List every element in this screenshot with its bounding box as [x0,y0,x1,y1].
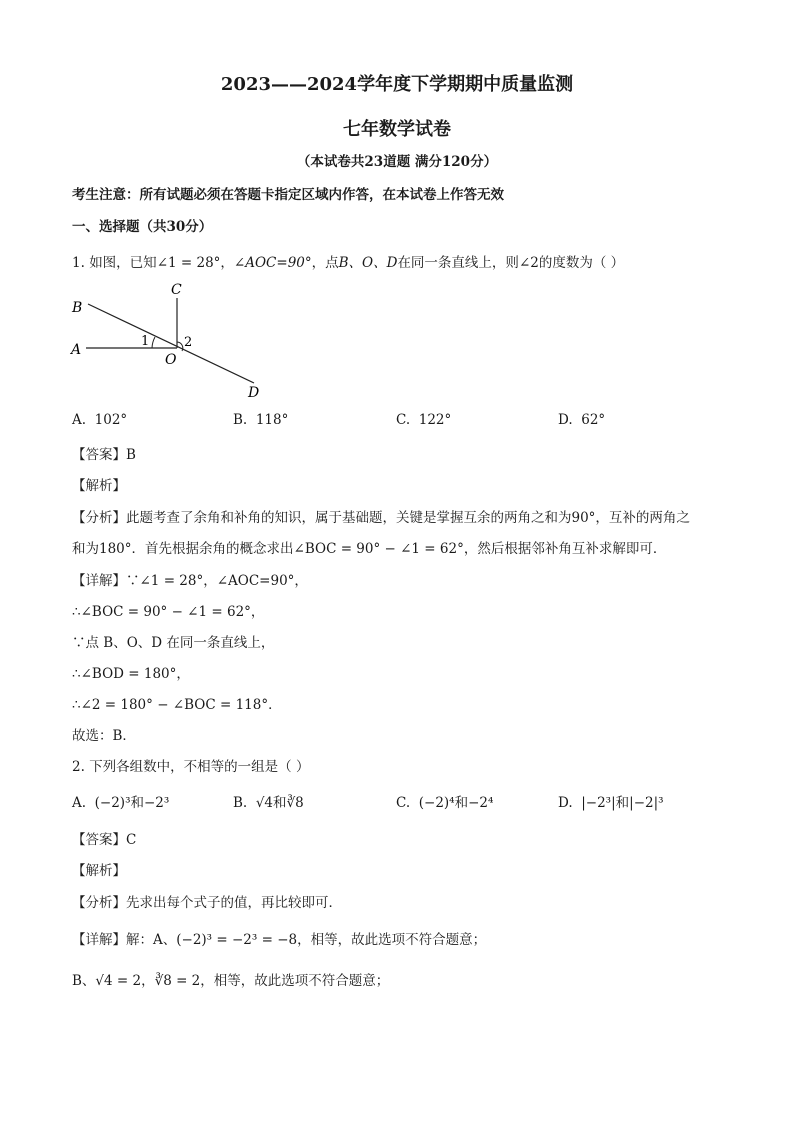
q2-option-a-text: (−2)³和−2³ [94,795,170,811]
label-o: O [165,352,177,368]
q1-option-d-text: 62° [581,412,606,428]
q1-option-a [72,412,127,428]
q1-answer-line [72,443,136,463]
q2-fenxi-tag: 【分析】 [72,895,126,911]
q1-stem-a: 如图，已知 [89,255,157,271]
q1-detail-line4: ∴∠BOD = 180°， [72,666,190,682]
q1-detail-line2: ∴∠BOC = 90° − ∠1 = 62°， [72,604,265,620]
line-b-d [88,304,254,383]
q1-detail-line6: 故选：B． [72,728,136,744]
q2-answer-line [72,828,136,848]
q1-option-c [396,412,451,428]
q1-fenxi-line2: 和为180°．首先根据余角的概念求出∠BOC = 90° − ∠1 = 62°，然后根据邻补角互补求解即可． [72,541,667,557]
q1-stem-b: ，点 [311,255,339,271]
q2-analysis-tag: 【解析】 [72,863,126,879]
q2-option-b [233,791,304,811]
q2-detail-line2: B、√4 = 2，∛8 = 2，相等，故此选项不符合题意； [72,973,390,989]
q2-detail-text-a: 解：A、(−2)³ = −2³ = −8，相等，故此选项不符合题意； [126,932,487,948]
q2-option-c [396,791,493,811]
q1-option-d [558,412,605,428]
q1-option-d-key: D. [558,412,573,428]
label-d: D [248,385,260,400]
q1-option-b-key: B. [233,412,248,428]
angle-1-arc [152,337,155,348]
label-c: C [171,282,182,298]
q2-answer-tag: 【答案】 [72,832,126,848]
q1-angle2: ∠2 [518,255,539,271]
q1-analysis-tag: 【解析】 [72,478,126,494]
q2-option-d-text: |−2³|和|−2|³ [581,795,664,811]
q1-fenxi-text1: 此题考查了余角和补角的知识，属于基础题，关键是掌握互余的两角之和为90°，互补的两角之 [126,510,690,526]
q1-detail-text1: ∵∠1 = 28°，∠AOC=90°， [126,573,308,589]
q1-number: 1. [72,255,85,271]
label-b: B [72,300,83,316]
section-heading: 一、选择题（共30分） [72,219,213,235]
q1-fenxi-line1 [72,506,690,526]
exam-subtitle: 七年数学试卷 [343,119,451,140]
q1-option-a-text: 102° [94,412,128,428]
q2-fenxi-line [72,891,342,911]
label-angle-2: 2 [184,335,193,350]
q1-detail-tag: 【详解】 [72,573,126,589]
q1-figure [66,280,276,400]
q1-answer-tag: 【答案】 [72,447,126,463]
q1-sep: ， [220,255,234,271]
q2-option-b-text: √4和∛8 [255,795,304,811]
q2-number: 2. [72,759,85,775]
q1-option-c-key: C. [396,412,411,428]
q1-option-b-text: 118° [255,412,289,428]
q2-option-d-key: D. [558,795,573,811]
q2-option-c-key: C. [396,795,411,811]
q1-angle1: ∠1 = 28° [156,255,221,271]
q1-detail-line1 [72,569,308,589]
q1-stem-c: 在同一条直线上，则 [397,255,519,271]
q2-detail-tag: 【详解】 [72,932,126,948]
q1-fenxi-tag: 【分析】 [72,510,126,526]
attention-line: 考生注意：所有试题必须在答题卡指定区域内作答，在本试卷上作答无效 [72,187,504,203]
q1-stem [72,251,624,271]
q2-fenxi-text: 先求出每个式子的值，再比较即可． [126,895,342,911]
q1-points: B、O、D [338,255,398,271]
label-angle-1: 1 [141,334,150,349]
q2-option-a-key: A. [72,795,87,811]
q2-option-b-key: B. [233,795,248,811]
q2-answer: C [126,832,137,848]
q1-detail-line3: ∵点 B、O、D 在同一条直线上， [72,635,275,651]
q2-detail-line1 [72,928,486,948]
exam-title: 2023——2024学年度下学期期中质量监测 [220,74,574,95]
label-a: A [71,342,82,358]
q2-stem [72,755,309,775]
q1-detail-line5: ∴∠2 = 180° − ∠BOC = 118°． [72,697,282,713]
q2-option-d [558,791,664,811]
q1-option-c-text: 122° [418,412,452,428]
q1-option-a-key: A. [72,412,87,428]
q2-option-a [72,791,169,811]
q1-stem-d: 的度数为（ ） [538,255,625,271]
q1-option-b [233,412,288,428]
q1-answer: B [126,447,136,463]
q2-stem-text: 下列各组数中，不相等的一组是（ ） [89,759,310,775]
q2-option-c-text: (−2)⁴和−2⁴ [418,795,494,811]
exam-note: （本试卷共23道题 满分120分） [296,154,498,170]
q1-angle-aoc: ∠AOC=90° [233,255,312,271]
